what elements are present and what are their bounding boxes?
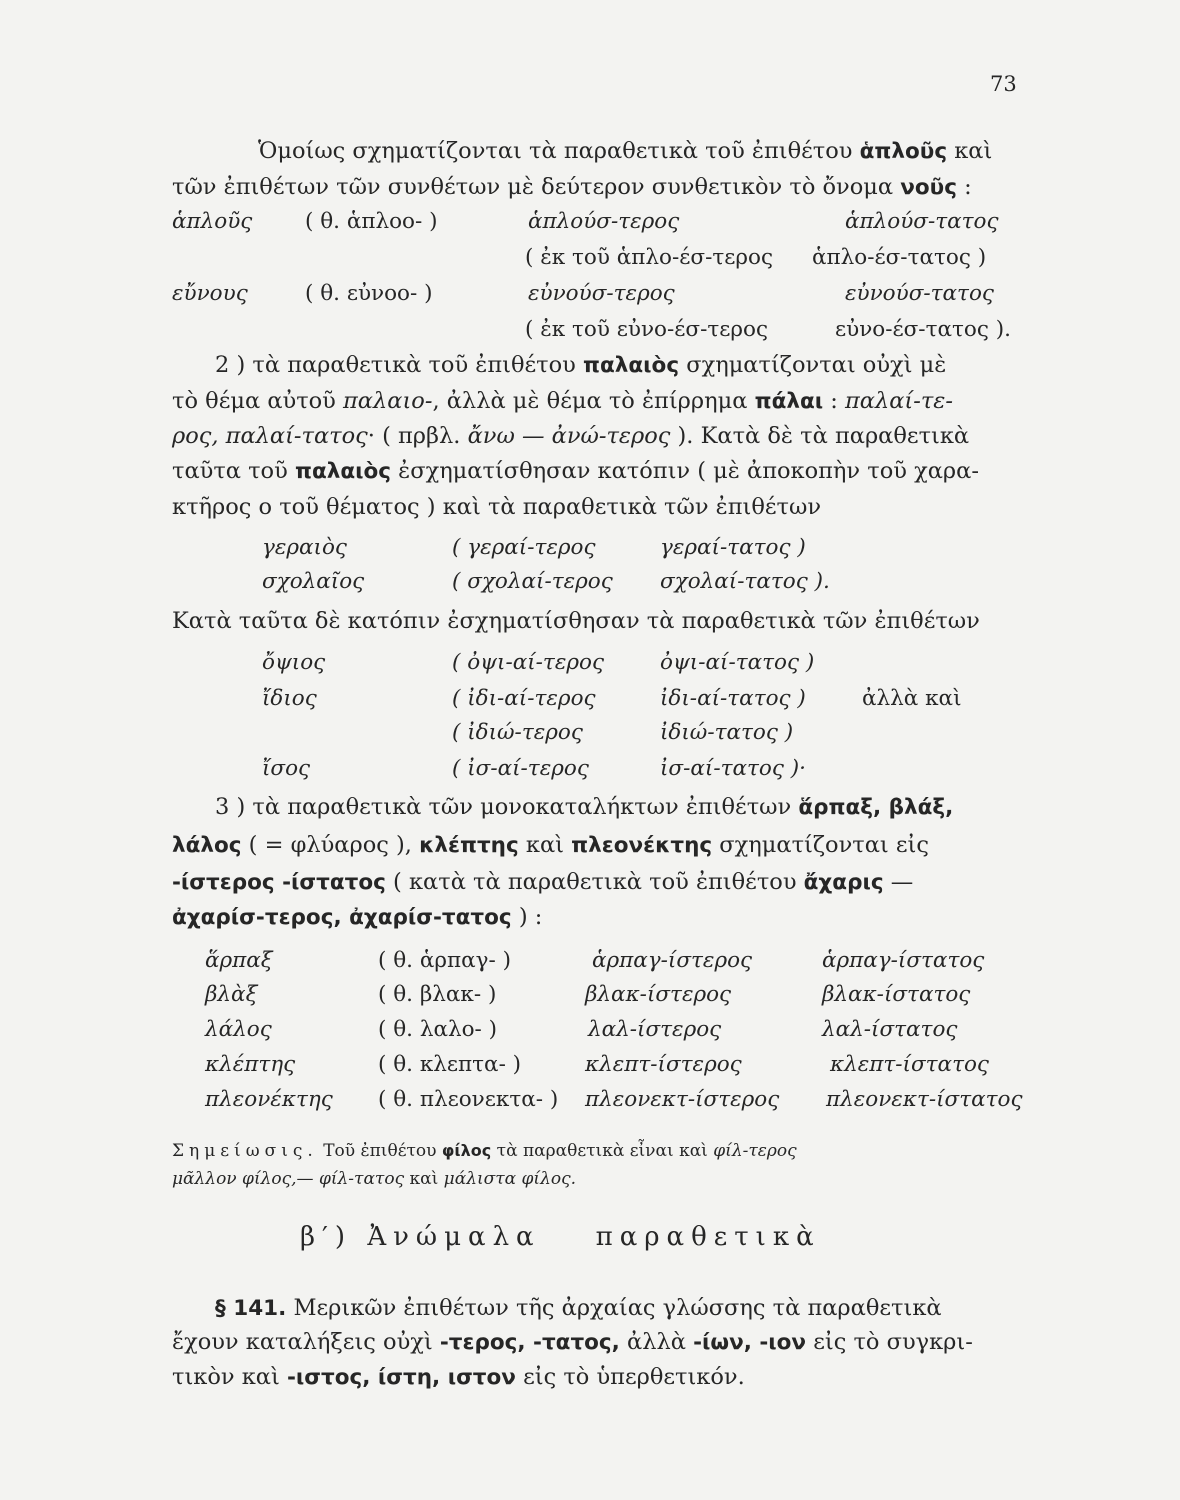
table-cell: ( θ. κλεπτα- ) — [378, 1052, 522, 1077]
table-cell: λαλ-ίστατος — [822, 1017, 958, 1042]
table-cell: εὐνούσ-τατος — [845, 281, 994, 306]
para1-line1: Ὁμοίως σχηματίζονται τὰ παραθετικὰ τοῦ ἐπιθέτου ἁπλοῦς καὶ — [258, 138, 993, 164]
table-cell: ἰδιώ-τατος ) — [660, 720, 794, 745]
table-cell: ἅρπαξ — [205, 948, 273, 973]
table-cell: σχολαί-τατος ). — [660, 569, 830, 594]
table-cell: κλεπτ-ίστατος — [830, 1052, 989, 1077]
section-number: § 141. — [215, 1296, 287, 1321]
table-cell: ἁπλο-έσ-τατος ) — [812, 245, 987, 270]
table-cell: πλεονεκτ-ίστατος — [826, 1087, 1023, 1112]
table-cell: ( θ. ἁρπαγ- ) — [378, 948, 511, 973]
note-line2: μᾶλλον φίλος,— φίλ-τατος καὶ μάλιστα φίλος. — [172, 1169, 577, 1189]
page-number: 73 — [990, 72, 1017, 96]
table-cell: ἁρπαγ-ίστατος — [822, 948, 985, 973]
table-cell: ὄψιος — [262, 650, 326, 675]
table-cell: ἁπλούσ-τατος — [845, 209, 999, 234]
para2-line2: τὸ θέμα αὐτοῦ παλαιο-, ἀλλὰ μὲ θέμα τὸ ἐπίρρημα πάλαι : παλαί-τε- — [172, 388, 953, 414]
table-cell: ἁπλοῦς — [172, 209, 253, 234]
para4-line3: -ίστερος -ίστατος ( κατὰ τὰ παραθετικὰ τοῦ ἐπιθέτου ἄχαρις — — [172, 869, 914, 895]
table-cell: ἴδιος — [262, 686, 317, 711]
table-cell: ( ἰδιώ-τερος — [452, 720, 583, 745]
para4-line1: 3 ) τὰ παραθετικὰ τῶν μονοκαταλήκτων ἐπιθέτων ἅρπαξ, βλάξ, — [215, 794, 954, 820]
table-cell: εὐνο-έσ-τατος ). — [835, 317, 1011, 342]
table-cell: κλεπτ-ίστερος — [585, 1052, 742, 1077]
section-heading: β′) Ἀνώμαλα παραθετικὰ — [300, 1222, 821, 1252]
table-cell: ( θ. ἁπλοο- ) — [305, 209, 438, 234]
table-cell: ( θ. βλακ- ) — [378, 982, 497, 1007]
table-cell: ( σχολαί-τερος — [452, 569, 613, 594]
table-cell: ( θ. πλεονεκτα- ) — [378, 1087, 559, 1112]
note-label: Σημείωσις. — [172, 1141, 318, 1161]
para4-line4: ἀχαρίσ-τερος, ἀχαρίσ-τατος ) : — [172, 904, 543, 930]
table-cell: εὔνους — [172, 281, 248, 306]
para3: Κατὰ ταῦτα δὲ κατόπιν ἐσχηματίσθησαν τὰ παραθετικὰ τῶν ἐπιθέτων — [172, 608, 980, 634]
table-cell: ἁπλούσ-τερος — [528, 209, 680, 234]
table-cell: ( ἰδι-αί-τερος — [452, 686, 596, 711]
term-nous: νοῦς — [900, 175, 957, 200]
term-harpax-blax: ἅρπαξ, βλάξ, — [798, 795, 954, 820]
table-cell: ( ἐκ τοῦ ἁπλο-έσ-τερος — [525, 245, 773, 270]
table-cell: ( θ. λαλο- ) — [378, 1017, 498, 1042]
table-cell: λάλος — [205, 1017, 272, 1042]
table-cell: ἀλλὰ καὶ — [862, 686, 962, 711]
para5-line3: τικὸν καὶ -ιστος, ίστη, ιστον εἰς τὸ ὑπερθετικόν. — [172, 1364, 745, 1390]
note-line1: Σημείωσις. Τοῦ ἐπιθέτου φίλος τὰ παραθετικὰ εἶναι καὶ φίλ-τερος — [172, 1141, 797, 1161]
para2-line5: κτῆρος ο τοῦ θέματος ) καὶ τὰ παραθετικὰ τῶν ἐπιθέτων — [172, 494, 822, 520]
table-cell: πλεονεκτ-ίστερος — [585, 1087, 780, 1112]
table-cell: ( γεραί-τερος — [452, 535, 596, 560]
table-cell: ἰσ-αί-τατος )· — [660, 756, 806, 781]
table-cell: βλακ-ίστατος — [822, 982, 971, 1007]
table-cell: ( ὀψι-αί-τερος — [452, 650, 604, 675]
term-aplous: ἁπλοῦς — [859, 139, 948, 164]
table-cell: γεραιὸς — [262, 535, 347, 560]
para2-line1: 2 ) τὰ παραθετικὰ τοῦ ἐπιθέτου παλαιὸς σχηματίζονται οὐχὶ μὲ — [215, 352, 947, 378]
table-cell: ὀψι-αί-τατος ) — [660, 650, 815, 675]
para5-line2: ἔχουν καταλήξεις οὐχὶ -τερος, -τατος, ἀλλὰ -ίων, -ιον εἰς τὸ συγκρι- — [172, 1329, 973, 1355]
table-cell: ἴσος — [262, 756, 311, 781]
para5-line1: § 141. Μερικῶν ἐπιθέτων τῆς ἀρχαίας γλώσσης τὰ παραθετικὰ — [215, 1295, 942, 1321]
table-cell: πλεονέκτης — [205, 1087, 333, 1112]
term-palaios: παλαιὸς — [583, 353, 680, 378]
term-palaios: παλαιὸς — [294, 459, 391, 484]
table-cell: γεραί-τατος ) — [660, 535, 806, 560]
table-cell: κλέπτης — [205, 1052, 296, 1077]
para1-line2: τῶν ἐπιθέτων τῶν συνθέτων μὲ δεύτερον συνθετικὸν τὸ ὄνομα νοῦς : — [172, 174, 972, 200]
table-cell: βλὰξ — [205, 982, 258, 1007]
table-cell: λαλ-ίστερος — [588, 1017, 722, 1042]
table-cell: ( θ. εὐνοο- ) — [305, 281, 433, 306]
table-cell: ( ἰσ-αί-τερος — [452, 756, 589, 781]
table-cell: ἰδι-αί-τατος ) — [660, 686, 806, 711]
term-palai: πάλαι — [754, 389, 824, 414]
table-cell: ἁρπαγ-ίστερος — [592, 948, 753, 973]
table-cell: ( ἐκ τοῦ εὐνο-έσ-τερος — [525, 317, 768, 342]
para4-line2: λάλος ( = φλύαρος ), κλέπτης καὶ πλεονέκτης σχηματίζονται εἰς — [172, 832, 929, 858]
table-cell: βλακ-ίστερος — [585, 982, 732, 1007]
table-cell: εὐνούσ-τερος — [528, 281, 675, 306]
para2-line4: ταῦτα τοῦ παλαιὸς ἐσχηματίσθησαν κατόπιν ( μὲ ἀποκοπὴν τοῦ χαρα- — [172, 458, 979, 484]
table-cell: σχολαῖος — [262, 569, 365, 594]
para2-line3: ρος, παλαί-τατος· ( πρβλ. ἄνω — ἀνώ-τερος ). Κατὰ δὲ τὰ παραθετικὰ — [172, 423, 970, 449]
